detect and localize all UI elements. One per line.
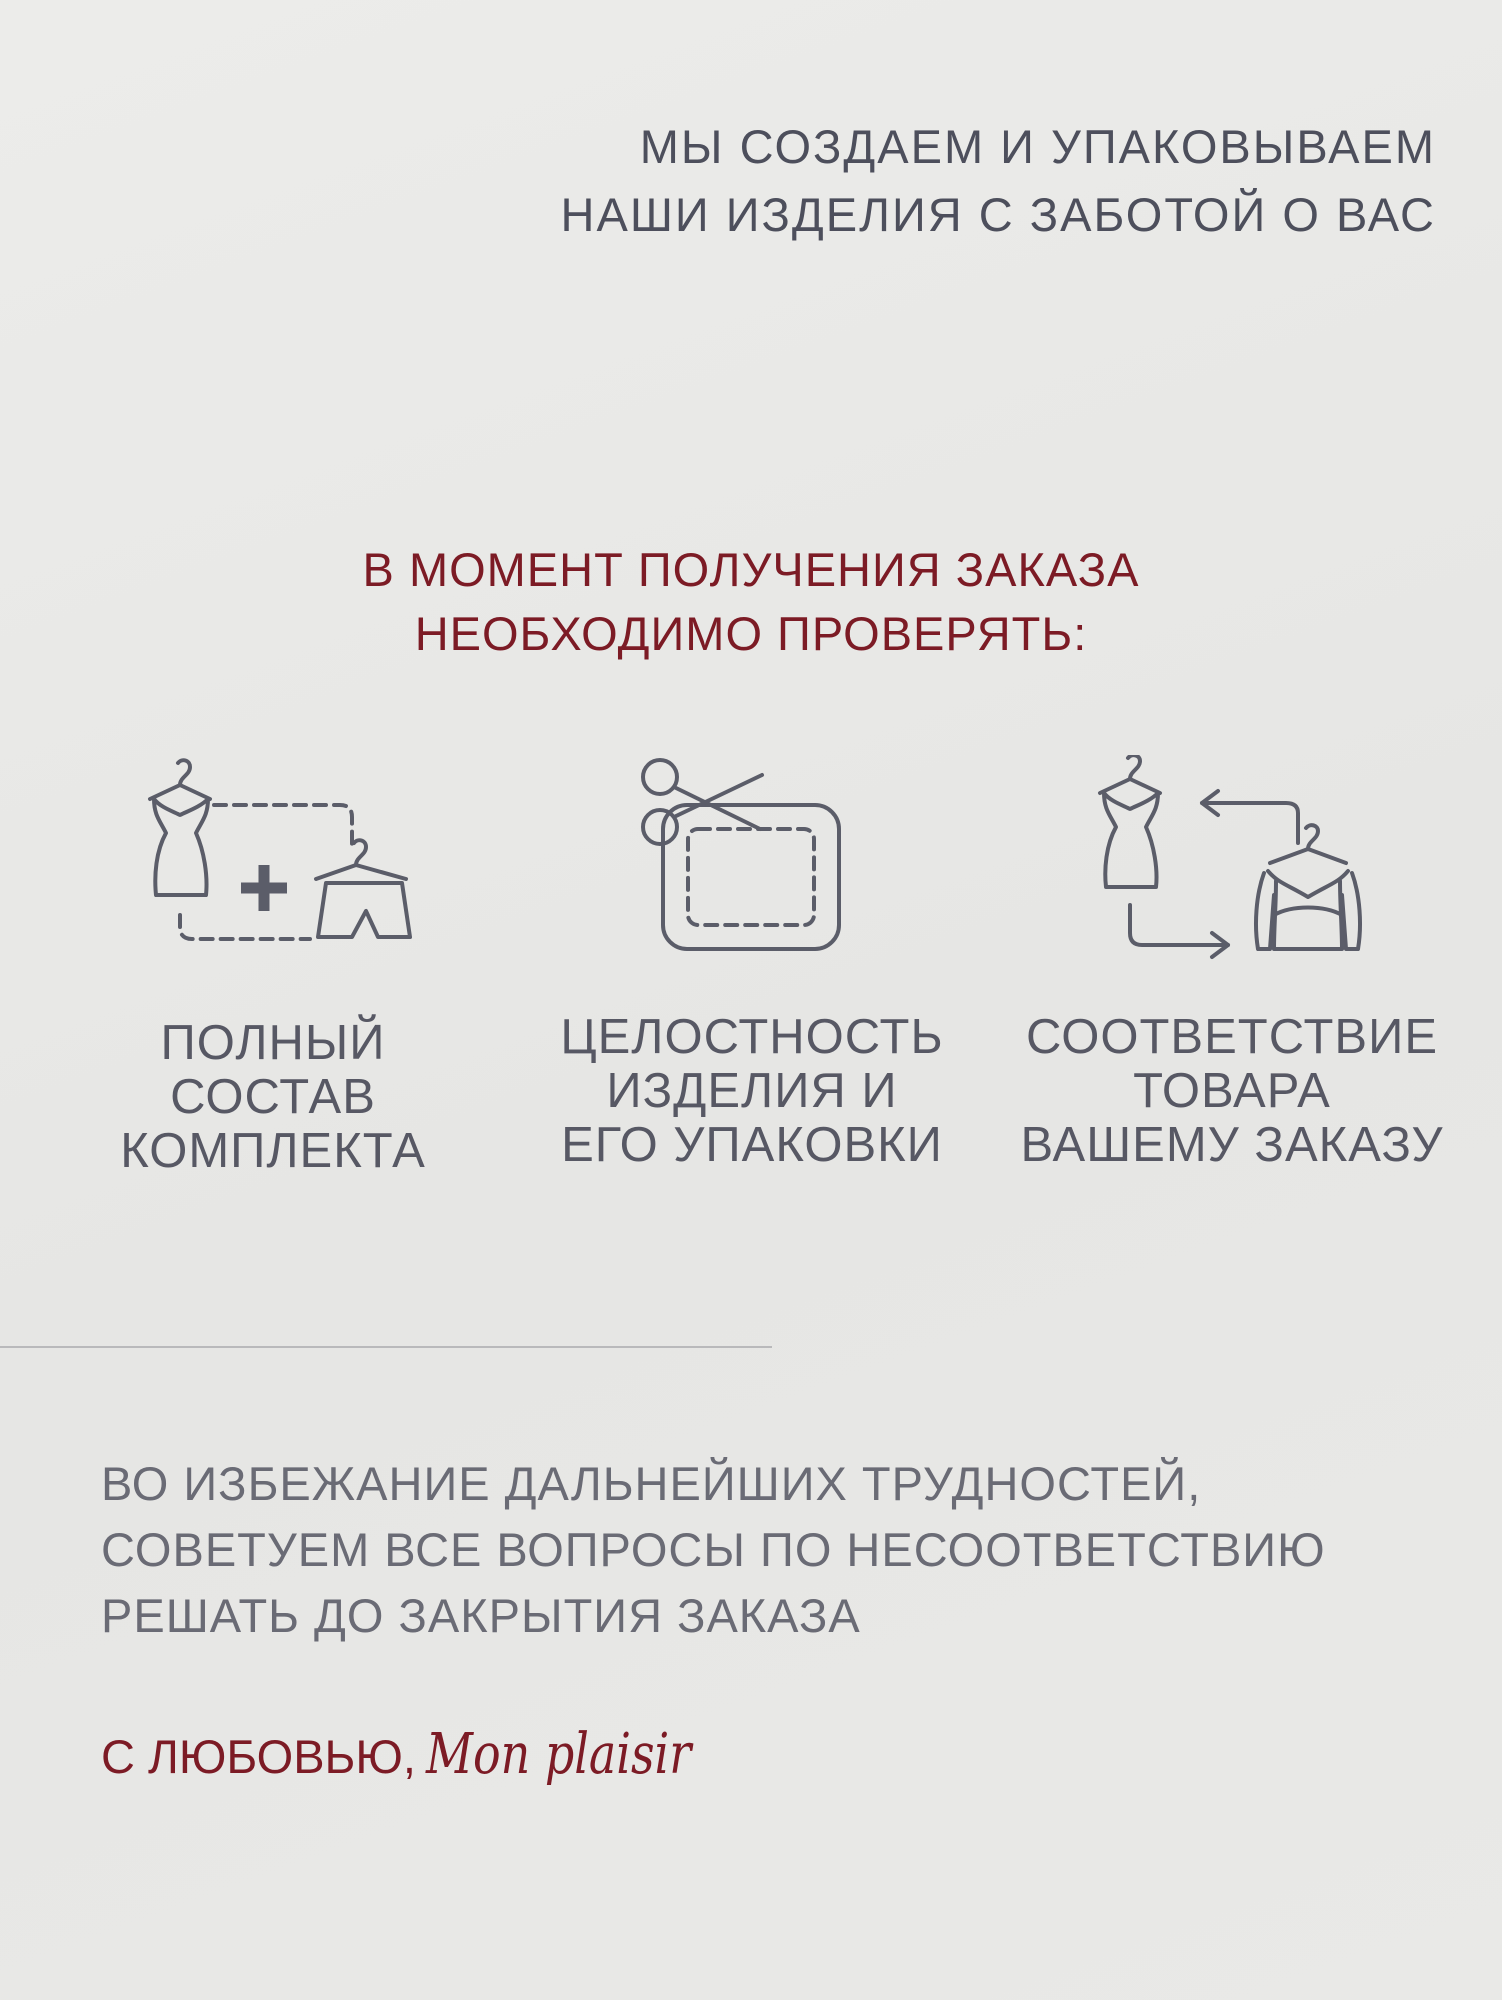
caption-line: ЦЕЛОСТНОСТЬ — [560, 1010, 944, 1064]
check-caption-package-integrity — [502, 1010, 1002, 1172]
caption-line: СООТВЕТСТВИЕ — [1025, 1010, 1439, 1064]
check-caption-complete-set — [23, 1016, 523, 1178]
intro-line-1: МЫ СОЗДАЕМ И УПАКОВЫВАЕМ — [639, 120, 1436, 173]
caption-line: ПОЛНЫЙ — [160, 1016, 386, 1070]
headline — [0, 538, 1502, 666]
advice-line-2: СОВЕТУЕМ ВСЕ ВОПРОСЫ ПО НЕСООТВЕТСТВИЮ — [101, 1523, 1326, 1576]
order-match-icon — [1078, 755, 1378, 975]
caption-line: ЕГО УПАКОВКИ — [561, 1118, 943, 1172]
intro-line-2: НАШИ ИЗДЕЛИЯ С ЗАБОТОЙ О ВАС — [560, 188, 1436, 241]
caption-line: ТОВАРА — [1133, 1064, 1331, 1118]
caption-line: ИЗДЕЛИЯ И — [606, 1064, 898, 1118]
caption-line: КОМПЛЕКТА — [120, 1124, 426, 1178]
caption-line: ВАШЕМУ ЗАКАЗУ — [1020, 1118, 1444, 1172]
signature — [101, 1722, 749, 1787]
headline-line-1: В МОМЕНТ ПОЛУЧЕНИЯ ЗАКАЗА — [362, 543, 1140, 596]
headline-line-2: НЕОБХОДИМО ПРОВЕРЯТЬ: — [414, 607, 1088, 660]
caption-line: СОСТАВ — [170, 1070, 376, 1124]
advice-line-3: РЕШАТЬ ДО ЗАКРЫТИЯ ЗАКАЗА — [101, 1589, 861, 1642]
advice-text — [101, 1451, 1326, 1649]
brand-name: Mon plaisir — [425, 1722, 692, 1787]
package-integrity-icon — [600, 755, 900, 975]
check-caption-order-match — [982, 1010, 1482, 1172]
section-divider — [0, 1346, 772, 1348]
signature-prefix: С ЛЮБОВЬЮ, — [101, 1730, 416, 1783]
advice-line-1: ВО ИЗБЕЖАНИЕ ДАЛЬНЕЙШИХ ТРУДНОСТЕЙ, — [101, 1457, 1202, 1510]
intro-text — [561, 113, 1436, 249]
complete-set-icon — [130, 755, 430, 975]
